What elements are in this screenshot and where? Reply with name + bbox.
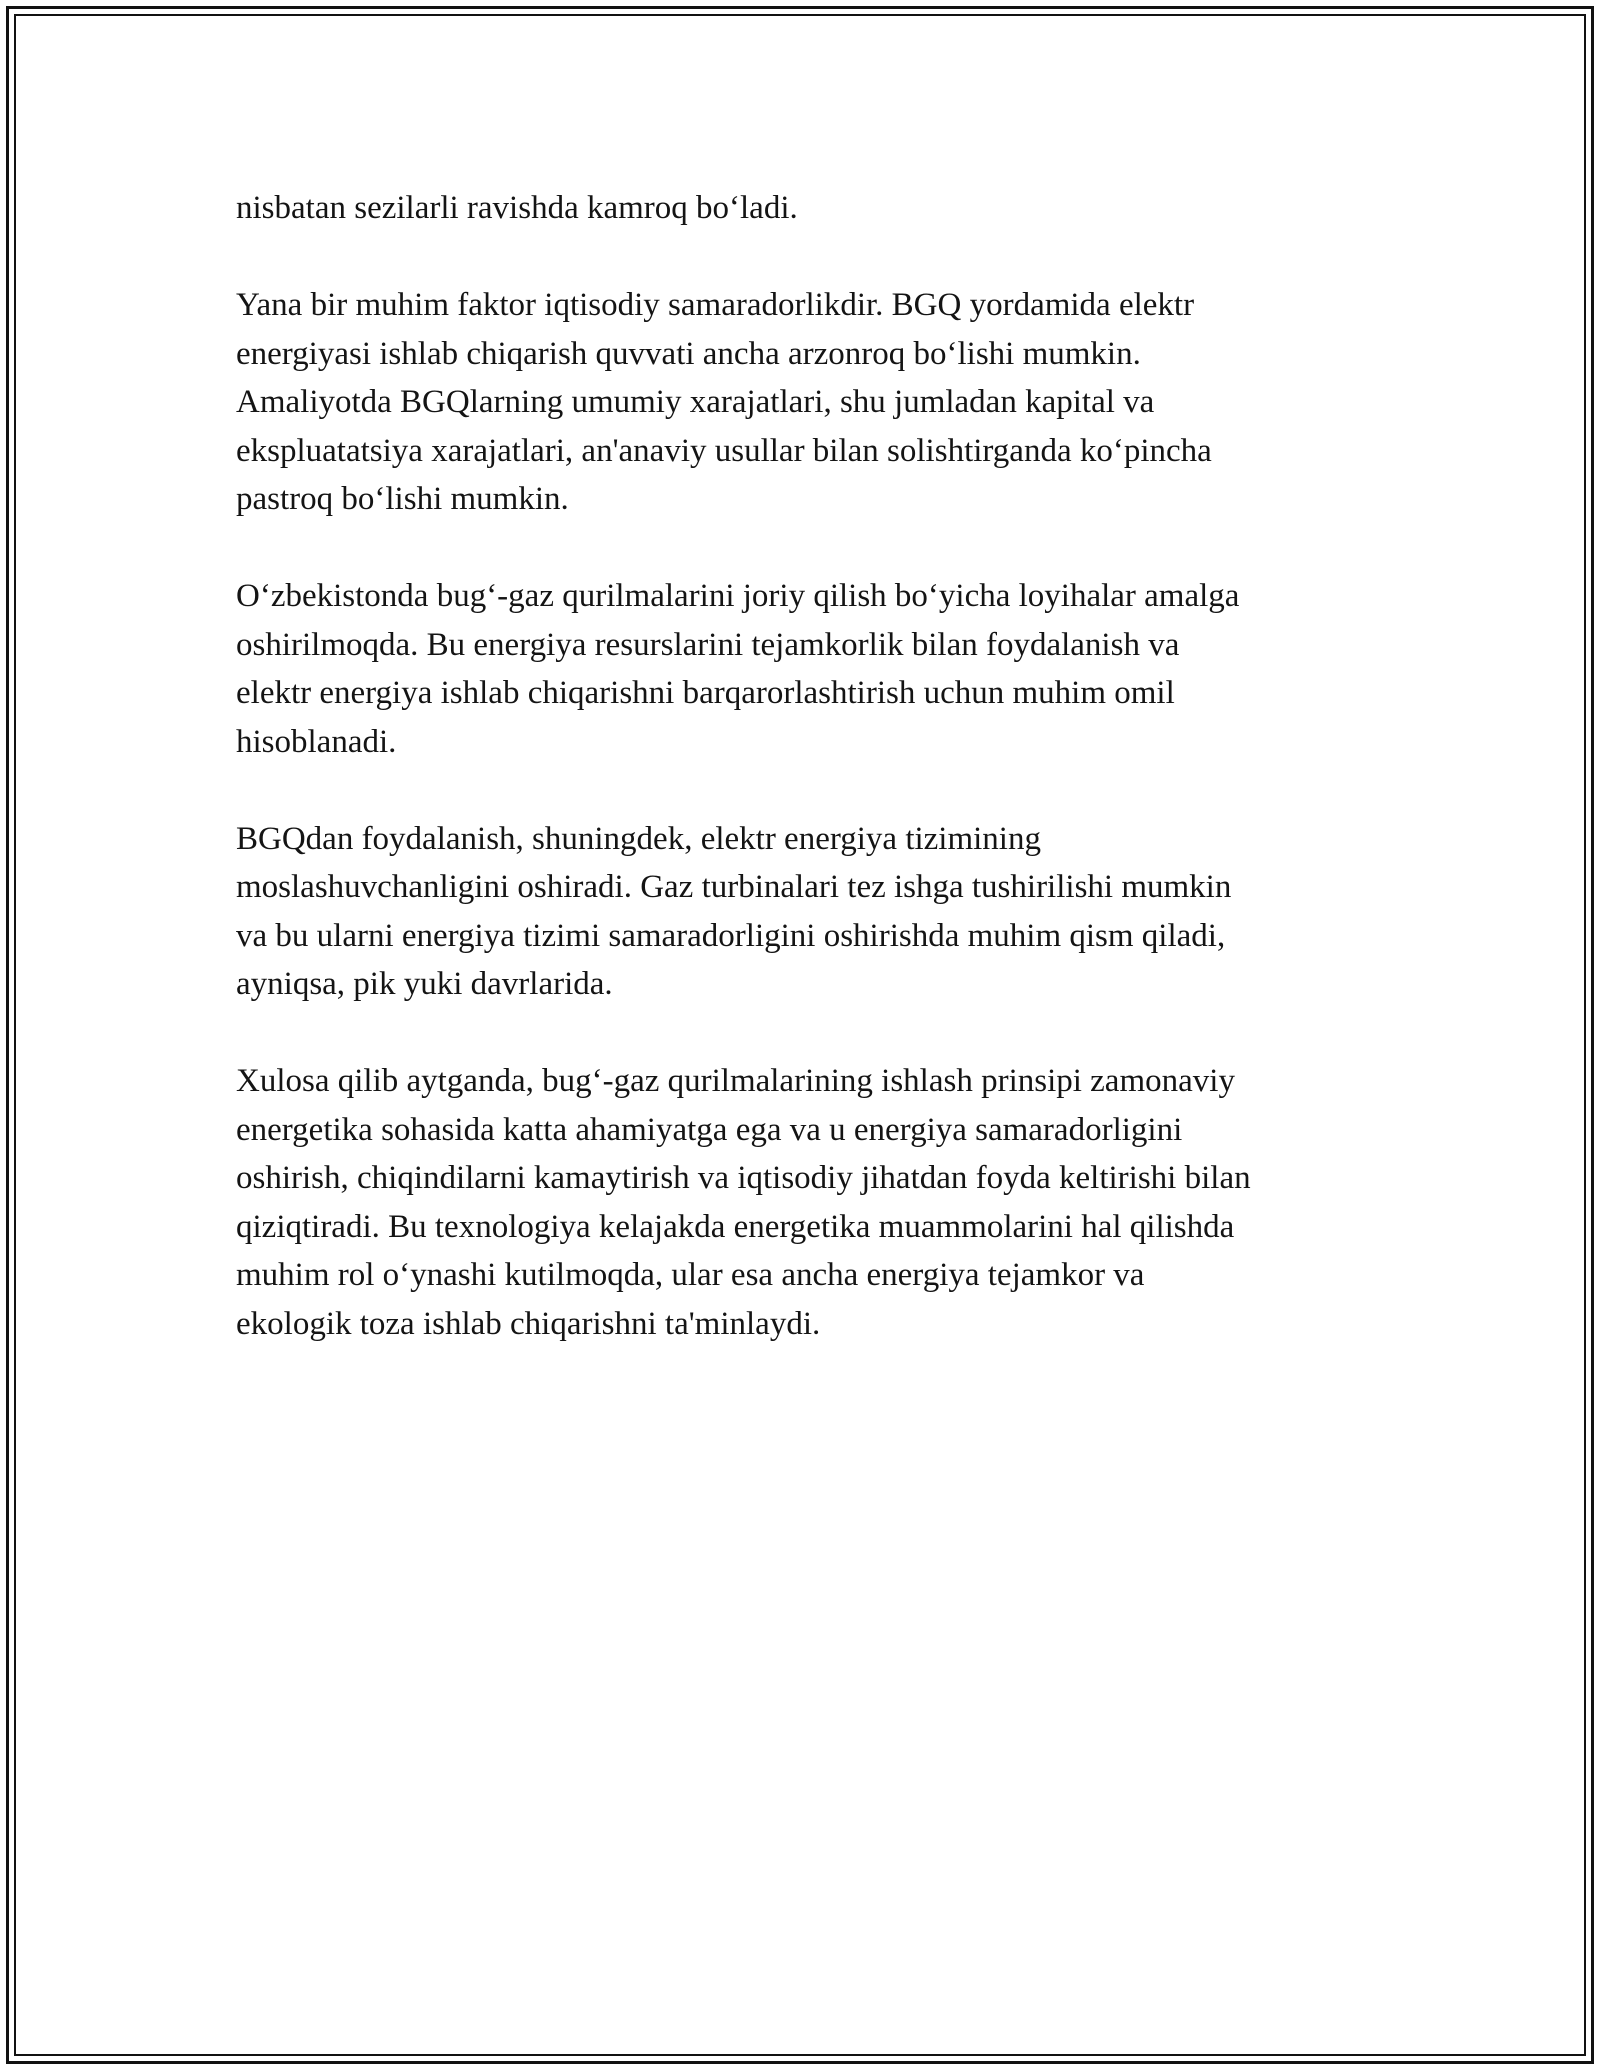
text-line: hisoblanadi. [236, 723, 397, 760]
text-line: moslashuvchanligini oshiradi. Gaz turbinalari tez ishga tushirilishi mumkin [236, 869, 1232, 905]
text-line: qiziqtiradi. Bu texnologiya kelajakda energetika muammolarini hal qilishda [236, 1208, 1235, 1245]
text-line: oshirilmoqda. Bu energiya resurslarini tejamkorlik bilan foydalanish va [236, 626, 1180, 663]
paragraph-3 [236, 572, 1376, 766]
text-line: pastroq bo‘lishi mumkin. [236, 481, 569, 517]
document-body [236, 184, 1376, 1397]
text-line: BGQdan foydalanish, shuningdek, elektr energiya tizimining [236, 820, 1041, 857]
text-line: O‘zbekistonda bug‘-gaz qurilmalarini joriy qilish bo‘yicha loyihalar amalga [236, 578, 1240, 614]
text-line: elektr energiya ishlab chiqarishni barqarorlashtirish uchun muhim omil [236, 675, 1175, 711]
paragraph-2 [236, 281, 1376, 524]
text-line: Amaliyotda BGQlarning umumiy xarajatlari, shu jumladan kapital va [236, 384, 1155, 420]
text-line: Xulosa qilib aytganda, bug‘-gaz qurilmalarining ishlash prinsipi zamonaviy [236, 1063, 1235, 1099]
text-line: oshirish, chiqindilarni kamaytirish va iqtisodiy jihatdan foyda keltirishi bilan [236, 1160, 1251, 1196]
paragraph-4 [236, 815, 1376, 1009]
text-line: energetika sohasida katta ahamiyatga ega va u energiya samaradorligini [236, 1111, 1183, 1148]
text-line: nisbatan sezilarli ravishda kamroq bo‘ladi. [236, 190, 798, 226]
text-line: ekologik toza ishlab chiqarishni ta'minlaydi. [236, 1305, 821, 1342]
text-line: ekspluatatsiya xarajatlari, an'anaviy usullar bilan solishtirganda ko‘pincha [236, 432, 1212, 469]
text-line: Yana bir muhim faktor iqtisodiy samaradorlikdir. BGQ yordamida elektr [236, 287, 1195, 323]
paragraph-1 [236, 184, 1376, 233]
text-line: ayniqsa, pik yuki davrlarida. [236, 966, 613, 1002]
text-line: muhim rol o‘ynashi kutilmoqda, ular esa ancha energiya tejamkor va [236, 1257, 1145, 1293]
text-line: va bu ularni energiya tizimi samaradorligini oshirishda muhim qism qiladi, [236, 917, 1226, 954]
paragraph-5 [236, 1057, 1376, 1348]
text-line: energiyasi ishlab chiqarish quvvati ancha arzonroq bo‘lishi mumkin. [236, 335, 1141, 372]
